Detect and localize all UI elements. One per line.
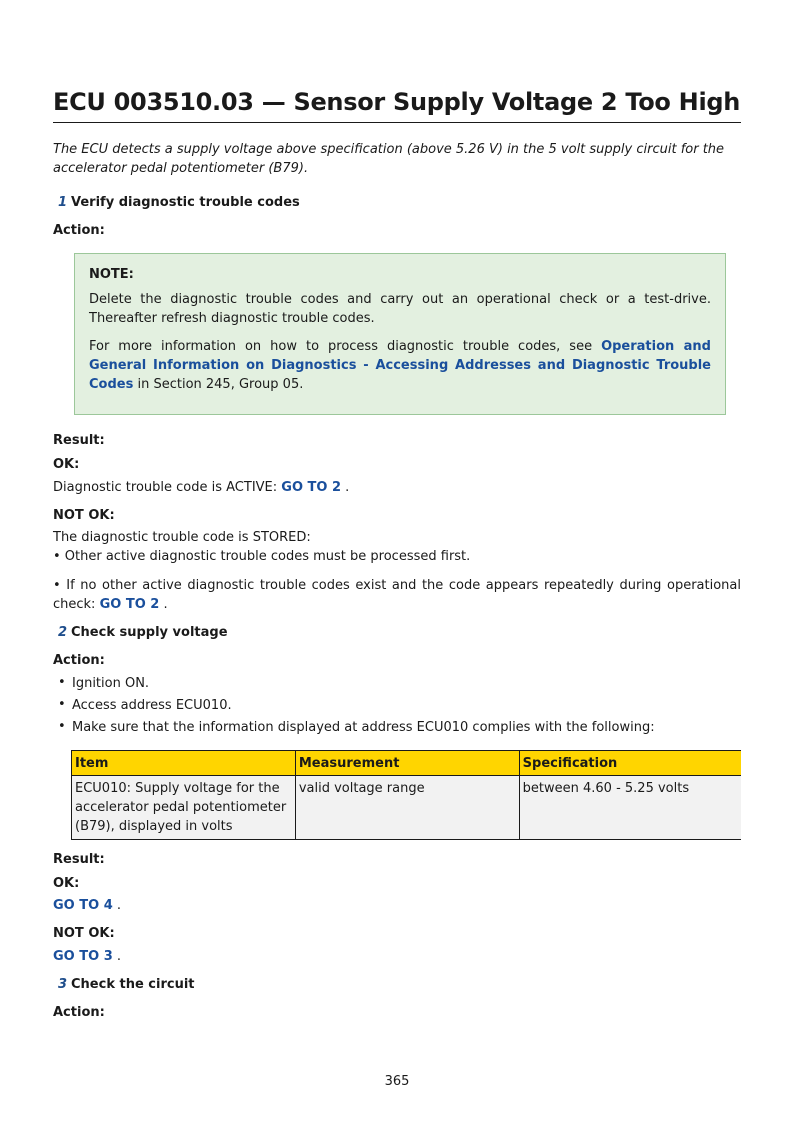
step-number: 2 [57, 625, 67, 640]
page-number: 365 [384, 1074, 410, 1089]
note-text: in Section 245, Group 05. [133, 377, 304, 392]
list-item: • Access address ECU010. [53, 696, 655, 718]
step-title: Check the circuit [71, 977, 195, 992]
period: . [116, 898, 122, 913]
table-row [72, 776, 742, 840]
list-item: • Make sure that the information displayed at address ECU010 complies with the following: [53, 718, 655, 740]
ok-result-text [53, 896, 121, 915]
step-3-heading [53, 975, 195, 994]
not-ok-text: The diagnostic trouble code is STORED: [53, 530, 311, 545]
reference-link[interactable]: Operation and General Information on Diagnostics - Accessing Addresses and Diagnostic Trouble Codes [89, 339, 711, 392]
ok-label: OK: [53, 457, 80, 472]
list-item: • Ignition ON. [53, 674, 655, 696]
not-ok-label: NOT OK: [53, 926, 115, 941]
ok-label: OK: [53, 876, 80, 891]
note-paragraph-reference [89, 337, 711, 394]
table-cell: ECU010: Supply voltage for the accelerator pedal potentiometer (B79), displayed in volts [72, 776, 296, 840]
goto-link[interactable]: GO TO 4 [53, 898, 113, 913]
period: . [116, 949, 122, 964]
step-title: Verify diagnostic trouble codes [71, 195, 300, 210]
result-text: Diagnostic trouble code is ACTIVE: [53, 480, 282, 495]
table-header-cell: Specification [519, 751, 741, 776]
note-paragraph: Delete the diagnostic trouble codes and carry out an operational check or a test-drive. Thereafter refresh diagnostic trouble codes. [89, 292, 711, 326]
not-ok-result-text [53, 947, 121, 966]
goto-link[interactable]: GO TO 2 [281, 480, 342, 495]
step-2-heading [53, 623, 228, 642]
note-box [74, 253, 726, 415]
note-heading: NOTE: [89, 267, 134, 282]
action-label: Action: [53, 653, 105, 668]
step-1-heading [53, 193, 300, 212]
result-text: • If no other active diagnostic trouble codes exist and the code appears repeatedly during operational check: [53, 578, 741, 612]
step-title: Check supply voltage [71, 625, 228, 640]
goto-link[interactable]: GO TO 3 [53, 949, 113, 964]
action-list [53, 674, 655, 740]
intro-text: The ECU detects a supply voltage above specification (above 5.26 V) in the 5 volt supply circuit for the accelerator pedal potentiometer (B79). [53, 142, 725, 176]
step-number: 3 [57, 977, 67, 992]
page-title: ECU 003510.03 — Sensor Supply Voltage 2 Too High [53, 86, 741, 123]
table-header-cell: Item [72, 751, 296, 776]
action-label: Action: [53, 1005, 105, 1020]
not-ok-label: NOT OK: [53, 508, 115, 523]
not-ok-text: • Other active diagnostic trouble codes must be processed first. [53, 549, 471, 564]
specification-table [71, 750, 741, 840]
table-header-cell: Measurement [295, 751, 519, 776]
table-cell: valid voltage range [295, 776, 519, 840]
period: . [345, 480, 350, 495]
period: . [163, 597, 168, 612]
step-number: 1 [57, 195, 67, 210]
note-text: For more information on how to process diagnostic trouble codes, see [89, 339, 602, 354]
not-ok-text [53, 576, 741, 614]
result-label: Result: [53, 433, 105, 448]
goto-link[interactable]: GO TO 2 [99, 597, 160, 612]
ok-result-text [53, 478, 349, 497]
table-header-row [72, 751, 742, 776]
action-label: Action: [53, 223, 105, 238]
result-label: Result: [53, 852, 105, 867]
table-cell: between 4.60 - 5.25 volts [519, 776, 741, 840]
